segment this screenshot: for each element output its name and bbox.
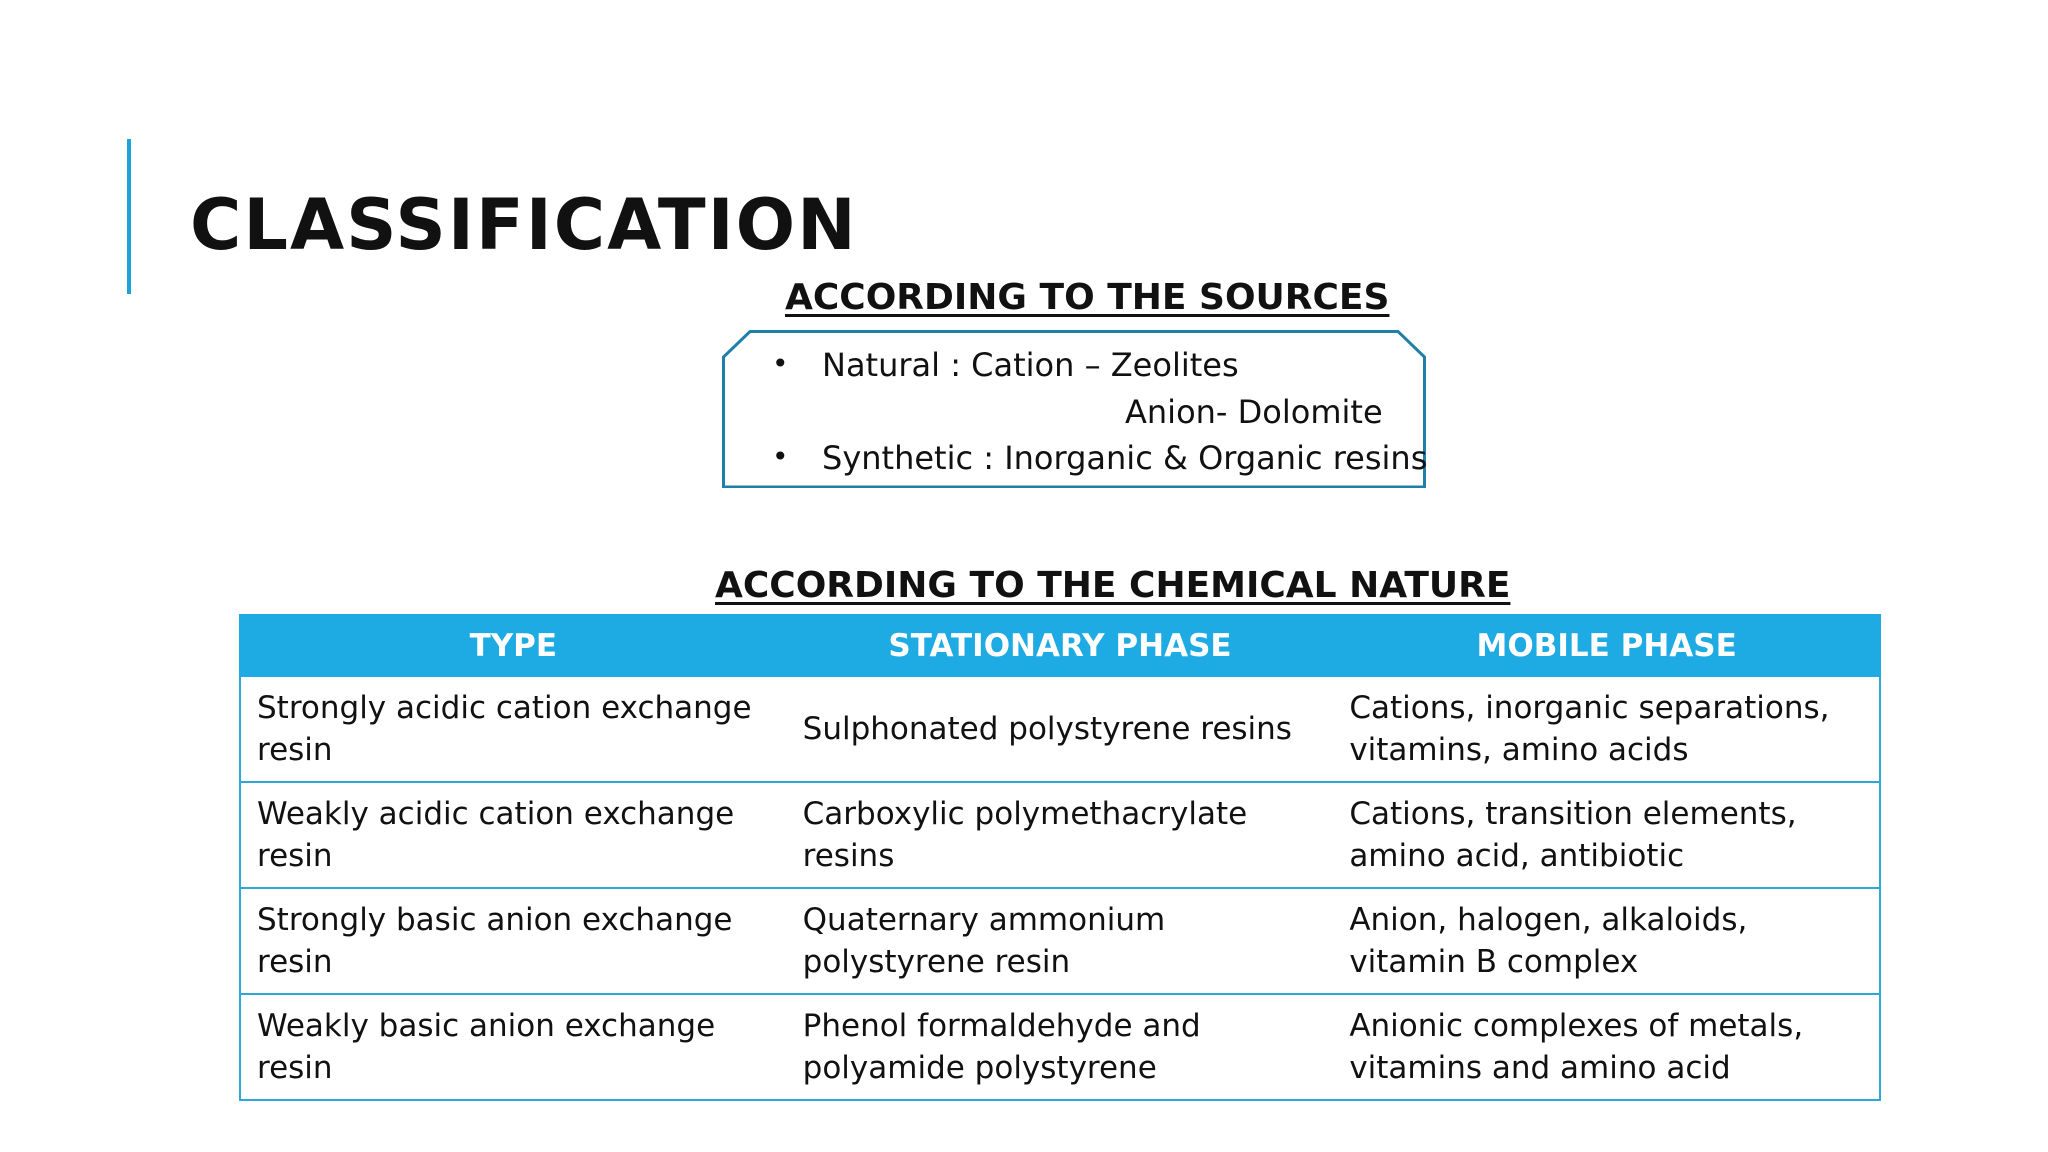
bullet-icon: •: [772, 347, 789, 380]
column-header-stationary-phase: STATIONARY PHASE: [787, 615, 1334, 676]
synthetic-source-text: Synthetic : Inorganic & Organic resins: [822, 439, 1428, 477]
chemical-nature-heading: ACCORDING TO THE CHEMICAL NATURE: [715, 565, 1511, 606]
stationary-phase-cell: Carboxylic polymethacrylate resins: [787, 782, 1334, 888]
column-header-type: TYPE: [240, 615, 787, 676]
type-cell: Strongly basic anion exchange resin: [240, 888, 787, 994]
mobile-phase-cell: Anion, halogen, alkaloids, vitamin B complex: [1333, 888, 1880, 994]
bullet-icon: •: [772, 440, 789, 473]
natural-anion-text: Anion- Dolomite: [1125, 393, 1383, 431]
sources-heading: ACCORDING TO THE SOURCES: [785, 277, 1390, 318]
table-row: [240, 888, 1880, 994]
stationary-phase-cell: Phenol formaldehyde and polyamide polystyrene: [787, 994, 1334, 1100]
stationary-phase-cell: Quaternary ammonium polystyrene resin: [787, 888, 1334, 994]
mobile-phase-cell: Anionic complexes of metals, vitamins and amino acid: [1333, 994, 1880, 1100]
mobile-phase-cell: Cations, transition elements, amino acid, antibiotic: [1333, 782, 1880, 888]
type-cell: Weakly acidic cation exchange resin: [240, 782, 787, 888]
chemical-nature-table-container: [239, 614, 1881, 1101]
table-row: [240, 782, 1880, 888]
chemical-nature-table: [239, 614, 1881, 1101]
column-header-mobile-phase: MOBILE PHASE: [1333, 615, 1880, 676]
title-accent-bar: [127, 139, 131, 294]
type-cell: Weakly basic anion exchange resin: [240, 994, 787, 1100]
table-row: [240, 994, 1880, 1100]
table-row: [240, 676, 1880, 782]
stationary-phase-cell: Sulphonated polystyrene resins: [787, 676, 1334, 782]
natural-source-text: Natural : Cation – Zeolites: [822, 346, 1239, 384]
slide-title: CLASSIFICATION: [190, 184, 858, 266]
table-header-row: [240, 615, 1880, 676]
type-cell: Strongly acidic cation exchange resin: [240, 676, 787, 782]
sources-box: [722, 330, 1426, 488]
mobile-phase-cell: Cations, inorganic separations, vitamins, amino acids: [1333, 676, 1880, 782]
